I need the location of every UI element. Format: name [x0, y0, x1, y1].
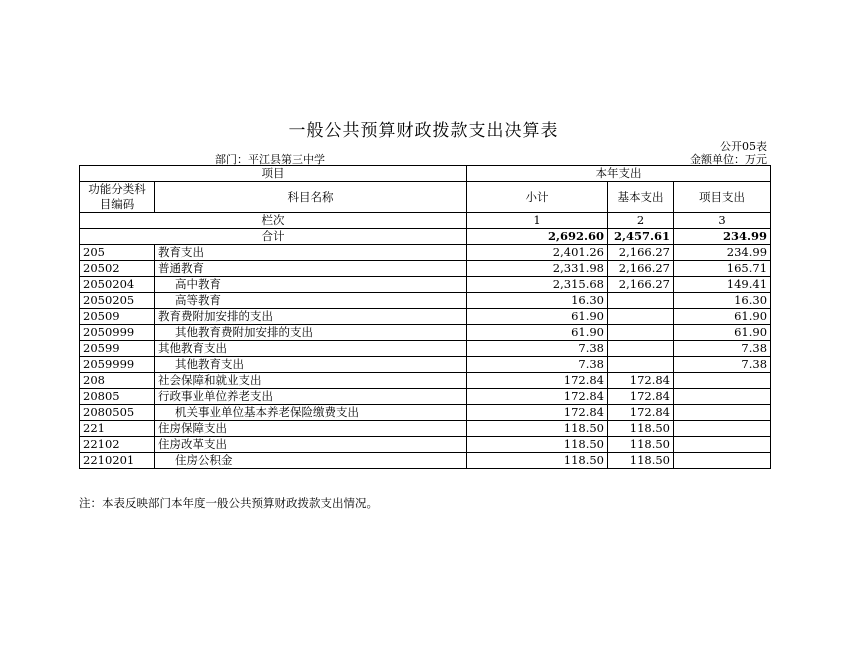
table-row	[80, 325, 771, 341]
row-name: 其他教育支出	[155, 357, 467, 373]
row-code: 20502	[80, 261, 155, 277]
row-project: 165.71	[674, 261, 771, 277]
table-row	[80, 453, 771, 469]
department-label: 部门：平江县第三中学	[215, 153, 325, 166]
header-item: 项目	[80, 166, 467, 182]
total-basic: 2,457.61	[608, 229, 674, 245]
table-row	[80, 437, 771, 453]
row-project	[674, 453, 771, 469]
row-project	[674, 421, 771, 437]
row-code: 20599	[80, 341, 155, 357]
row-code: 2050204	[80, 277, 155, 293]
row-basic	[608, 341, 674, 357]
column-number-label: 栏次	[80, 213, 467, 229]
total-label: 合计	[80, 229, 467, 245]
row-name: 住房改革支出	[155, 437, 467, 453]
row-code: 20509	[80, 309, 155, 325]
row-project	[674, 373, 771, 389]
row-subtotal: 16.30	[467, 293, 608, 309]
footnote: 注：本表反映部门本年度一般公共预算财政拨款支出情况。	[79, 496, 378, 510]
row-subtotal: 118.50	[467, 421, 608, 437]
row-code: 2050205	[80, 293, 155, 309]
row-basic	[608, 309, 674, 325]
row-code: 2210201	[80, 453, 155, 469]
row-code: 2080505	[80, 405, 155, 421]
row-subtotal: 61.90	[467, 325, 608, 341]
total-row	[80, 229, 771, 245]
row-project: 7.38	[674, 357, 771, 373]
row-name: 普通教育	[155, 261, 467, 277]
row-code: 2050999	[80, 325, 155, 341]
row-basic: 172.84	[608, 405, 674, 421]
total-project: 234.99	[674, 229, 771, 245]
row-name: 机关事业单位基本养老保险缴费支出	[155, 405, 467, 421]
column-number-row	[80, 213, 771, 229]
row-basic: 2,166.27	[608, 277, 674, 293]
table-row	[80, 373, 771, 389]
row-subtotal: 2,315.68	[467, 277, 608, 293]
row-code: 208	[80, 373, 155, 389]
row-name: 高中教育	[155, 277, 467, 293]
row-name: 住房公积金	[155, 453, 467, 469]
row-subtotal: 118.50	[467, 437, 608, 453]
row-basic: 118.50	[608, 437, 674, 453]
row-name: 教育费附加安排的支出	[155, 309, 467, 325]
table-row	[80, 293, 771, 309]
page-title: 一般公共预算财政拨款支出决算表	[288, 121, 559, 141]
row-project: 149.41	[674, 277, 771, 293]
row-subtotal: 172.84	[467, 373, 608, 389]
row-subtotal: 2,331.98	[467, 261, 608, 277]
row-name: 其他教育支出	[155, 341, 467, 357]
header-row-main	[80, 182, 771, 213]
row-project	[674, 389, 771, 405]
form-number: 公开05表	[720, 140, 767, 153]
row-basic: 118.50	[608, 421, 674, 437]
row-subtotal: 2,401.26	[467, 245, 608, 261]
row-code: 205	[80, 245, 155, 261]
row-project: 61.90	[674, 325, 771, 341]
row-code: 2059999	[80, 357, 155, 373]
expenditure-table	[79, 165, 771, 469]
header-code: 功能分类科目编码	[80, 182, 155, 213]
row-basic: 172.84	[608, 373, 674, 389]
row-subtotal: 7.38	[467, 357, 608, 373]
row-project: 7.38	[674, 341, 771, 357]
row-subtotal: 172.84	[467, 405, 608, 421]
header-subtotal: 小计	[467, 182, 608, 213]
table-row	[80, 421, 771, 437]
row-name: 行政事业单位养老支出	[155, 389, 467, 405]
row-project: 61.90	[674, 309, 771, 325]
row-code: 221	[80, 421, 155, 437]
row-name: 高等教育	[155, 293, 467, 309]
row-basic: 2,166.27	[608, 245, 674, 261]
table-row	[80, 277, 771, 293]
column-number-3: 3	[674, 213, 771, 229]
row-name: 住房保障支出	[155, 421, 467, 437]
row-code: 20805	[80, 389, 155, 405]
row-basic	[608, 325, 674, 341]
row-subtotal: 118.50	[467, 453, 608, 469]
header-name: 科目名称	[155, 182, 467, 213]
row-subtotal: 7.38	[467, 341, 608, 357]
row-basic	[608, 357, 674, 373]
column-number-2: 2	[608, 213, 674, 229]
row-name: 教育支出	[155, 245, 467, 261]
header-row-top	[80, 166, 771, 182]
total-subtotal: 2,692.60	[467, 229, 608, 245]
table-row	[80, 309, 771, 325]
column-number-1: 1	[467, 213, 608, 229]
row-project	[674, 437, 771, 453]
table-row	[80, 341, 771, 357]
amount-unit-label: 金额单位：万元	[690, 153, 767, 166]
row-name: 社会保障和就业支出	[155, 373, 467, 389]
table-row	[80, 389, 771, 405]
table-row	[80, 405, 771, 421]
row-project	[674, 405, 771, 421]
row-project: 16.30	[674, 293, 771, 309]
row-subtotal: 172.84	[467, 389, 608, 405]
row-subtotal: 61.90	[467, 309, 608, 325]
header-basic: 基本支出	[608, 182, 674, 213]
row-code: 22102	[80, 437, 155, 453]
table-row	[80, 357, 771, 373]
row-project: 234.99	[674, 245, 771, 261]
row-name: 其他教育费附加安排的支出	[155, 325, 467, 341]
header-project: 项目支出	[674, 182, 771, 213]
row-basic	[608, 293, 674, 309]
table-row	[80, 261, 771, 277]
row-basic: 118.50	[608, 453, 674, 469]
header-current-year: 本年支出	[467, 166, 771, 182]
row-basic: 2,166.27	[608, 261, 674, 277]
table-row	[80, 245, 771, 261]
row-basic: 172.84	[608, 389, 674, 405]
